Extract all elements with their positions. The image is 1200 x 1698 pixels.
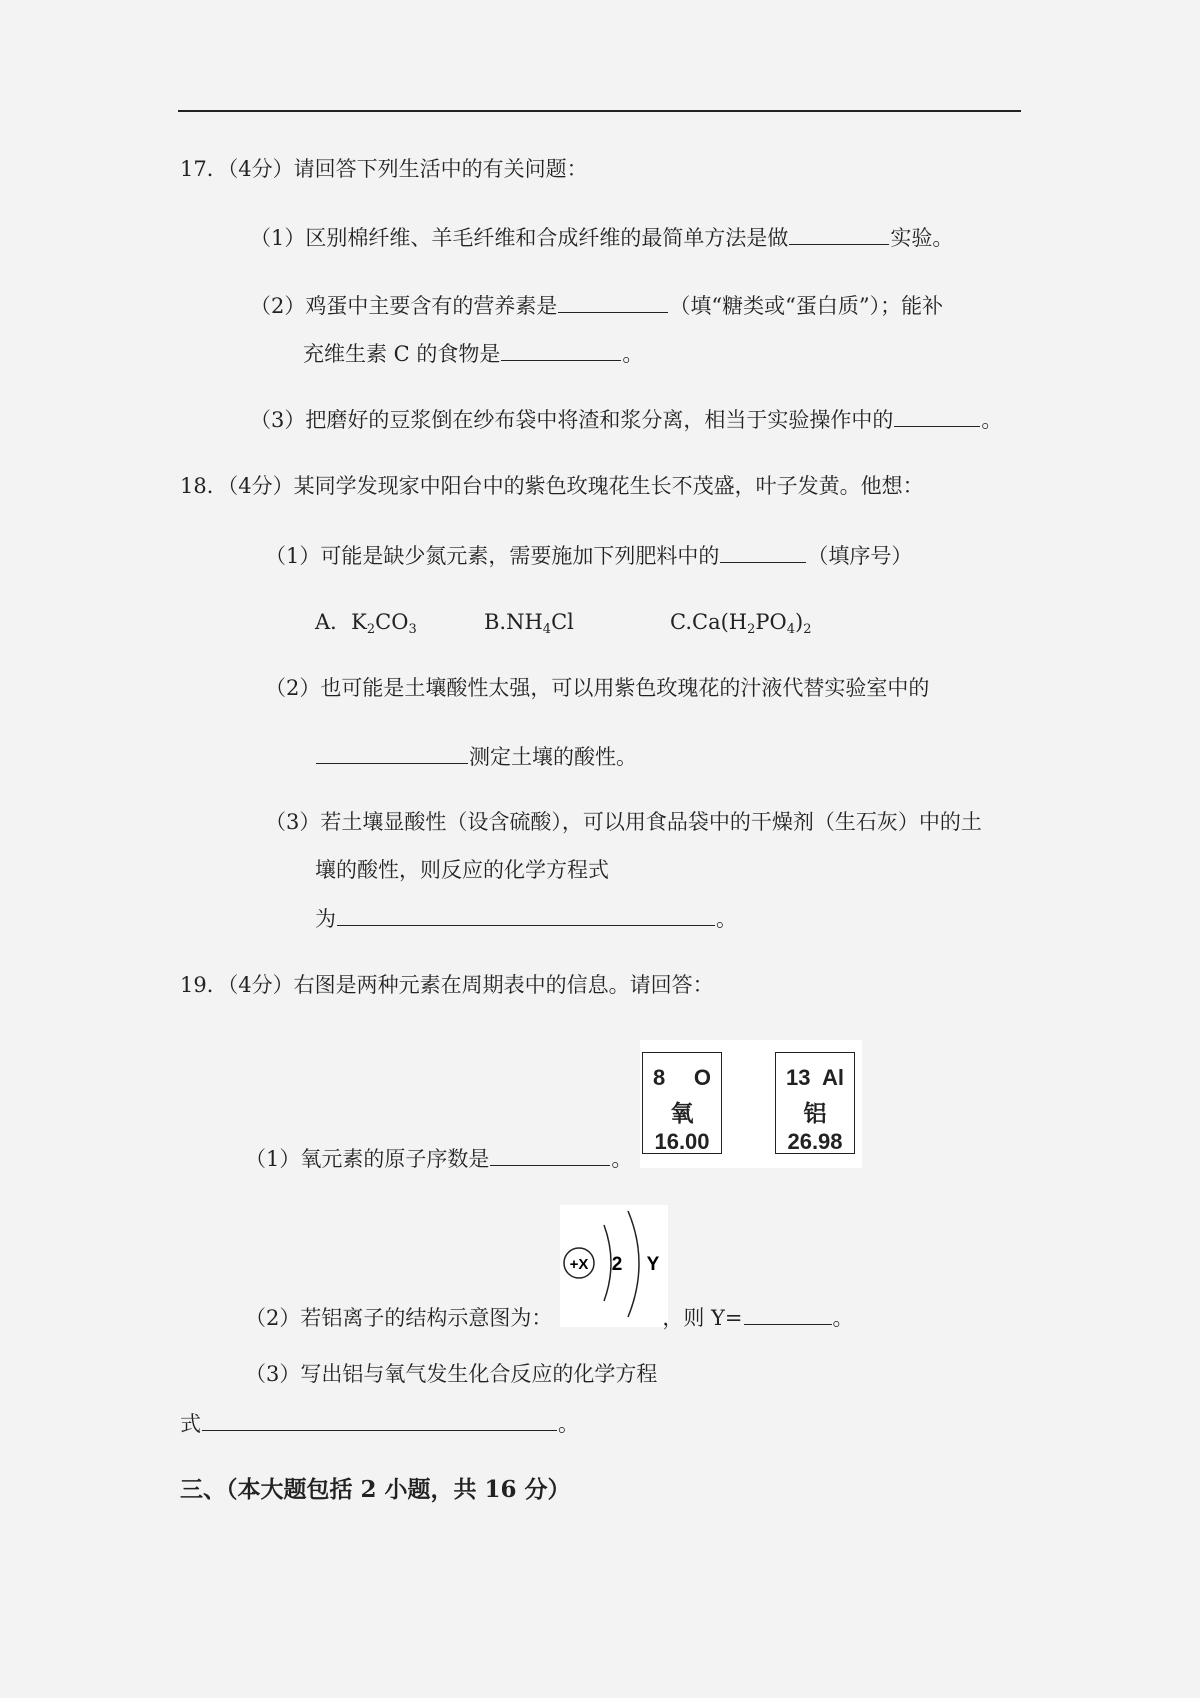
answer-blank[interactable] (337, 903, 715, 926)
q18-part1: （1）可能是缺少氮元素，需要施加下列肥料中的 （填序号） (265, 540, 912, 570)
q17-stem: 17．（4分）请回答下列生活中的有关问题： (180, 157, 588, 181)
svg-text:Y: Y (646, 1254, 660, 1275)
q18-part3-cont: 壤的酸性，则反应的化学方程式 (315, 858, 609, 882)
q19-stem: 19．（4分）右图是两种元素在周期表中的信息。请回答： (180, 973, 714, 997)
q17-part2: （2）鸡蛋中主要含有的营养素是 （填“糖类或“蛋白质”）；能补 (250, 290, 943, 320)
q18-part2: （2）也可能是土壤酸性太强，可以用紫色玫瑰花的汁液代替实验室中的 (265, 676, 930, 700)
q17-part2-cont: 充维生素 C 的食物是 。 (303, 338, 643, 368)
element-cell-aluminium: 13 Al 铝 26.98 (775, 1052, 855, 1154)
q18-part3: （3）若土壤显酸性（设含硫酸），可以用食品袋中的干燥剂（生石灰）中的土 (265, 810, 982, 834)
header-rule (178, 110, 1021, 112)
q19-part2: （2）若铝离子的结构示意图为： ，则 Y= 。 (245, 1302, 854, 1332)
q18-part2-cont: 测定土壤的酸性。 (315, 741, 637, 771)
answer-blank[interactable] (490, 1143, 610, 1166)
answer-blank[interactable] (316, 741, 468, 764)
q18-option-a: A．$K_2CO_3$ (315, 610, 417, 637)
q17-part1: （1）区别棉纤维、羊毛纤维和合成纤维的最简单方法是做 实验。 (250, 222, 953, 252)
q18-part3-answer: 为 。 (315, 903, 737, 933)
answer-blank[interactable] (744, 1302, 832, 1325)
svg-text:+X: +X (569, 1256, 589, 1273)
q19-part3: （3）写出铝与氧气发生化合反应的化学方程 (245, 1362, 658, 1386)
periodic-table-cells (640, 1040, 862, 1168)
section-3-heading: 三、（本大题包括 2 小题，共 16 分） (180, 1476, 571, 1503)
answer-blank[interactable] (558, 290, 668, 313)
answer-blank[interactable] (894, 404, 980, 427)
q17-part3: （3）把磨好的豆浆倒在纱布袋中将渣和浆分离，相当于实验操作中的 。 (250, 404, 1002, 434)
element-cell-oxygen: 8 O 氧 16.00 (642, 1052, 722, 1154)
answer-blank[interactable] (501, 338, 621, 361)
q19-part1: （1）氧元素的原子序数是 。 (245, 1143, 632, 1173)
q19-part3-answer: 式 。 (180, 1408, 579, 1438)
answer-blank[interactable] (202, 1408, 557, 1431)
answer-blank[interactable] (720, 540, 806, 563)
svg-text:2: 2 (611, 1254, 623, 1275)
answer-blank[interactable] (789, 222, 889, 245)
q18-stem: 18．（4分）某同学发现家中阳台中的紫色玫瑰花生长不茂盛，叶子发黄。他想： (180, 474, 924, 498)
q18-option-b: $B.NH_4Cl$ (484, 610, 574, 637)
q18-option-c: $C.Ca(H_2PO_4)_2$ (670, 610, 812, 637)
